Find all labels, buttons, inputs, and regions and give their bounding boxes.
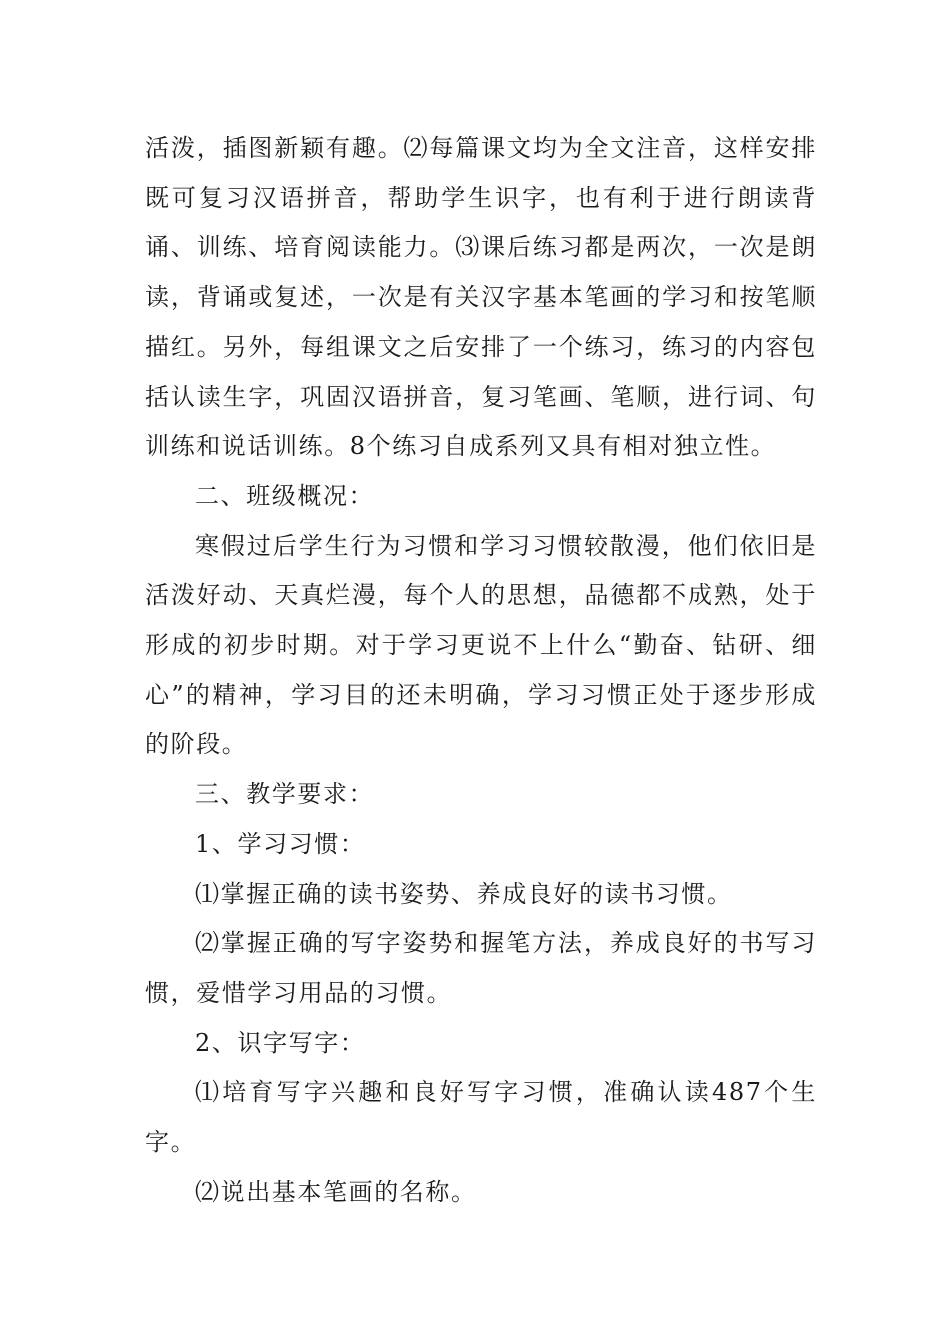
list-item-stroke-names: ⑵说出基本笔画的名称。: [195, 1177, 477, 1206]
heading-teaching-requirements: 三、教学要求：: [195, 780, 375, 809]
list-item-writing-interest: ⑴培育写字兴趣和良好写字习惯，准确认读487个生字。: [145, 1078, 817, 1157]
subheading-study-habits: 1、学习习惯：: [195, 829, 366, 858]
paragraph-textbook-features: 活泼，插图新颖有趣。⑵每篇课文均为全文注音，这样安排既可复习汉语拼音，帮助学生识字，也有利于进行朗读背诵、训练、培育阅读能力。⑶课后练习都是两次，一次是朗读，背诵或复述，一次是有关汉字基本笔画的学习和按笔顺描红。另外，每组课文之后安排了一个练习，练习的内容包括认读生字，巩固汉语拼音，复习笔画、笔顺，进行词、句训练和说话训练。8个练习自成系列又具有相对独立性。: [145, 134, 817, 461]
paragraph-class-overview: 寒假过后学生行为习惯和学习习惯较散漫，他们依旧是活泼好动、天真烂漫，每个人的思想，品德都不成熟，处于形成的初步时期。对于学习更说不上什么“勤奋、钻研、细心”的精神，学习目的还未明确，学习习惯正处于逐步形成的阶段。: [145, 531, 817, 759]
heading-class-overview: 二、班级概况：: [195, 481, 375, 510]
subheading-literacy-writing: 2、识字写字：: [195, 1028, 366, 1057]
list-item-writing-posture: ⑵掌握正确的写字姿势和握笔方法，养成良好的书写习惯，爱惜学习用品的习惯。: [145, 929, 817, 1007]
list-item-reading-posture: ⑴掌握正确的读书姿势、养成良好的读书习惯。: [195, 879, 733, 908]
document-body: [145, 124, 817, 1217]
